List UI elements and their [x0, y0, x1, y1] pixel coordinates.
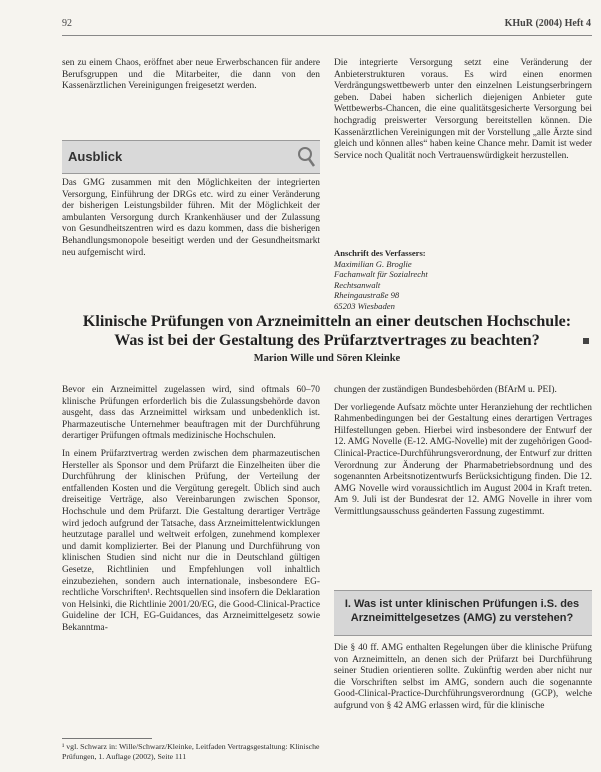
article-title-line: Was ist bei der Gestaltung des Prüfarztvertrages zu beachten?	[114, 332, 540, 349]
section-text-column	[334, 643, 592, 719]
magnifier-icon	[296, 145, 316, 169]
article-title-line: Klinische Prüfungen von Arzneimitteln an einer deutschen Hochschule:	[82, 313, 572, 330]
ausblick-title: Ausblick	[68, 149, 123, 164]
paragraph: sen zu einem Chaos, eröffnet aber neue Erwerbschancen für andere Berufsgruppen und die Mitarbeiter, die dann von den Kassenärztlichen Vereinigungen freigesetzt werden.	[62, 58, 320, 92]
left-column-top	[62, 58, 320, 99]
address-line: Rheingaustraße 98	[334, 290, 400, 301]
paragraph: Das GMG zusammen mit den Möglichkeiten der integrierten Versorgung, Einführung der DRGs etc. wird zu einer Veränderung der bisherigen Leistungsbilder führen. Mit der Möglichkeit der ambulanten Versorgung durch Krankenhäuser und der Zulassung von Gesundheitszentren wird es dazu kommen, dass die bisherigen Behandlungsmonopole beseitigt werden und der Gesundheitsmarkt neu aufgemischt wird.	[62, 178, 320, 258]
journal-header: KHuR (2004) Heft 4	[504, 18, 591, 29]
address-line: 65203 Wiesbaden	[334, 300, 395, 311]
right-column-bottom	[334, 385, 592, 525]
header-rule	[62, 35, 592, 36]
section-heading-box	[334, 590, 592, 636]
article-title	[62, 312, 592, 350]
left-column-bottom	[62, 385, 320, 640]
paragraph: Bevor ein Arzneimittel zugelassen wird, sind oftmals 60–70 klinische Prüfungen erforderlich bis die Zulassungsbehörde davon ausgeht, dass das Arzneimittel wirksam und unbedenklich ist. Pharmazeutische Unternehmer beauftragen mit der Durchführung derartiger Prüfungen oftmals medizinische Hochschulen.	[62, 385, 320, 442]
address-heading: Anschrift des Verfassers:	[334, 248, 426, 258]
footnote: ¹ vgl. Schwarz in: Wille/Schwarz/Kleinke, Leitfaden Vertragsgestaltung: Klinische Prüfungen, 1. Auflage (2002), Seite 111	[62, 742, 320, 761]
article-authors: Marion Wille und Sören Kleinke	[253, 353, 401, 364]
paragraph: chungen der zuständigen Bundesbehörden (BfArM u. PEI).	[334, 385, 557, 395]
ausblick-heading-box	[62, 140, 320, 174]
page-number: 92	[62, 18, 72, 29]
paragraph: Die § 40 ff. AMG enthalten Regelungen über die klinische Prüfung von Arzneimitteln, an denen sich der Prüfarzt bei Durchführung seiner Studien orientieren sollte. Zukünftig werden aber nicht nur die Vorschriften selbst im AMG, sondern auch die sogenannte Good-Clinical-Practice-Durchführungsverordnung (GCP), welche aufgrund von § 42 AMG erlassen wird, für die klinische	[334, 643, 592, 711]
paragraph: Der vorliegende Aufsatz möchte unter Heranziehung der rechtlichen Rahmenbedingungen bei der Gestaltung eines derartigen Vertrages Hilfestellungen geben. Hierbei wird insbesondere der Entwurf der 12. AMG Novelle (E-12. AMG-Novelle) mit der zugehörigen Good-Clinical-Practice-Durchführungsverordnung, der Entwurf zur dritten Verordnung zur Änderung der Pharmabetriebsordnung und des sogenannten Arbeitsnotizentwurfs Berücksichtigung finden. Die 12. AMG Novelle wird voraussichtlich im August 2004 in Kraft treten. Am 9. Juli ist der Bundesrat der 12. AMG Novelle in ihrer vom Vermittlungsausschuss geänderten Fassung zugestimmt.	[334, 402, 592, 517]
paragraph: In einem Prüfarztvertrag werden zwischen dem pharmazeutischen Hersteller als Sponsor und dem Prüfarzt die Einzelheiten über die Durchführung der klinischen Prüfung, der Verteilung der entfallenden Kosten und die Vergütung geregelt. Üblich sind auch dreiseitige Verträge, also Vereinbarungen zwischen Sponsor, Hochschule und dem Prüfarzt. Die Gestaltung derartiger Verträge wird jedoch aufgrund der Tatsache, dass Arzneimittelentwicklungen heutzutage parallel und weltweit erfolgen, zunehmend komplexer und damit komplizierter. Bei der Planung und Durchführung von klinischen Studien sind nicht nur die in Deutschland gültigen Gesetze, Richtlinien und Empfehlungen voll inhaltlich einzubeziehen, sondern auch internationale, insbesondere EG-rechtliche Vorschriften¹. Rechtsquellen sind insofern die Deklaration von Helsinki, die Richtlinie 2001/20/EG, die Good-Clinical-Practice Guideline der ICH, EG-Guidances, das Arzneimittelgesetz sowie Bekanntma-	[62, 448, 320, 633]
author-address	[334, 248, 564, 312]
right-column-top	[334, 58, 592, 168]
section-heading: I. Was ist unter klinischen Prüfungen i.S. des Arzneimittelgesetzes (AMG) zu verstehen?	[344, 598, 580, 624]
address-line: Fachanwalt für Sozialrecht	[334, 269, 428, 280]
ausblick-text-column	[62, 178, 320, 265]
address-line: Rechtsanwalt	[334, 279, 381, 290]
footnote-rule	[62, 738, 152, 739]
address-line: Maximilian G. Broglie	[334, 258, 412, 269]
paragraph: Die integrierte Versorgung setzt eine Veränderung der Anbieterstrukturen voraus. Es wird einen enormen Verdrängungswettbewerb unter den einzelnen Leistungserbringern geben. Dabei haben sicherlich diejenigen Anbieter gute Wettbewerbs-Chancen, die eine qualitätsgesicherte Versorgung bei hochgradig preiswerter Versorgung bereitstellen können. Die Kassenärztlichen Vereinigungen mit der Vorstellung „alle Ärzte sind gleich und können alles“ haben keine Chance mehr. Damit ist weder Service noch Qualität noch Vertrauenswürdigkeit herzustellen.	[334, 58, 592, 161]
